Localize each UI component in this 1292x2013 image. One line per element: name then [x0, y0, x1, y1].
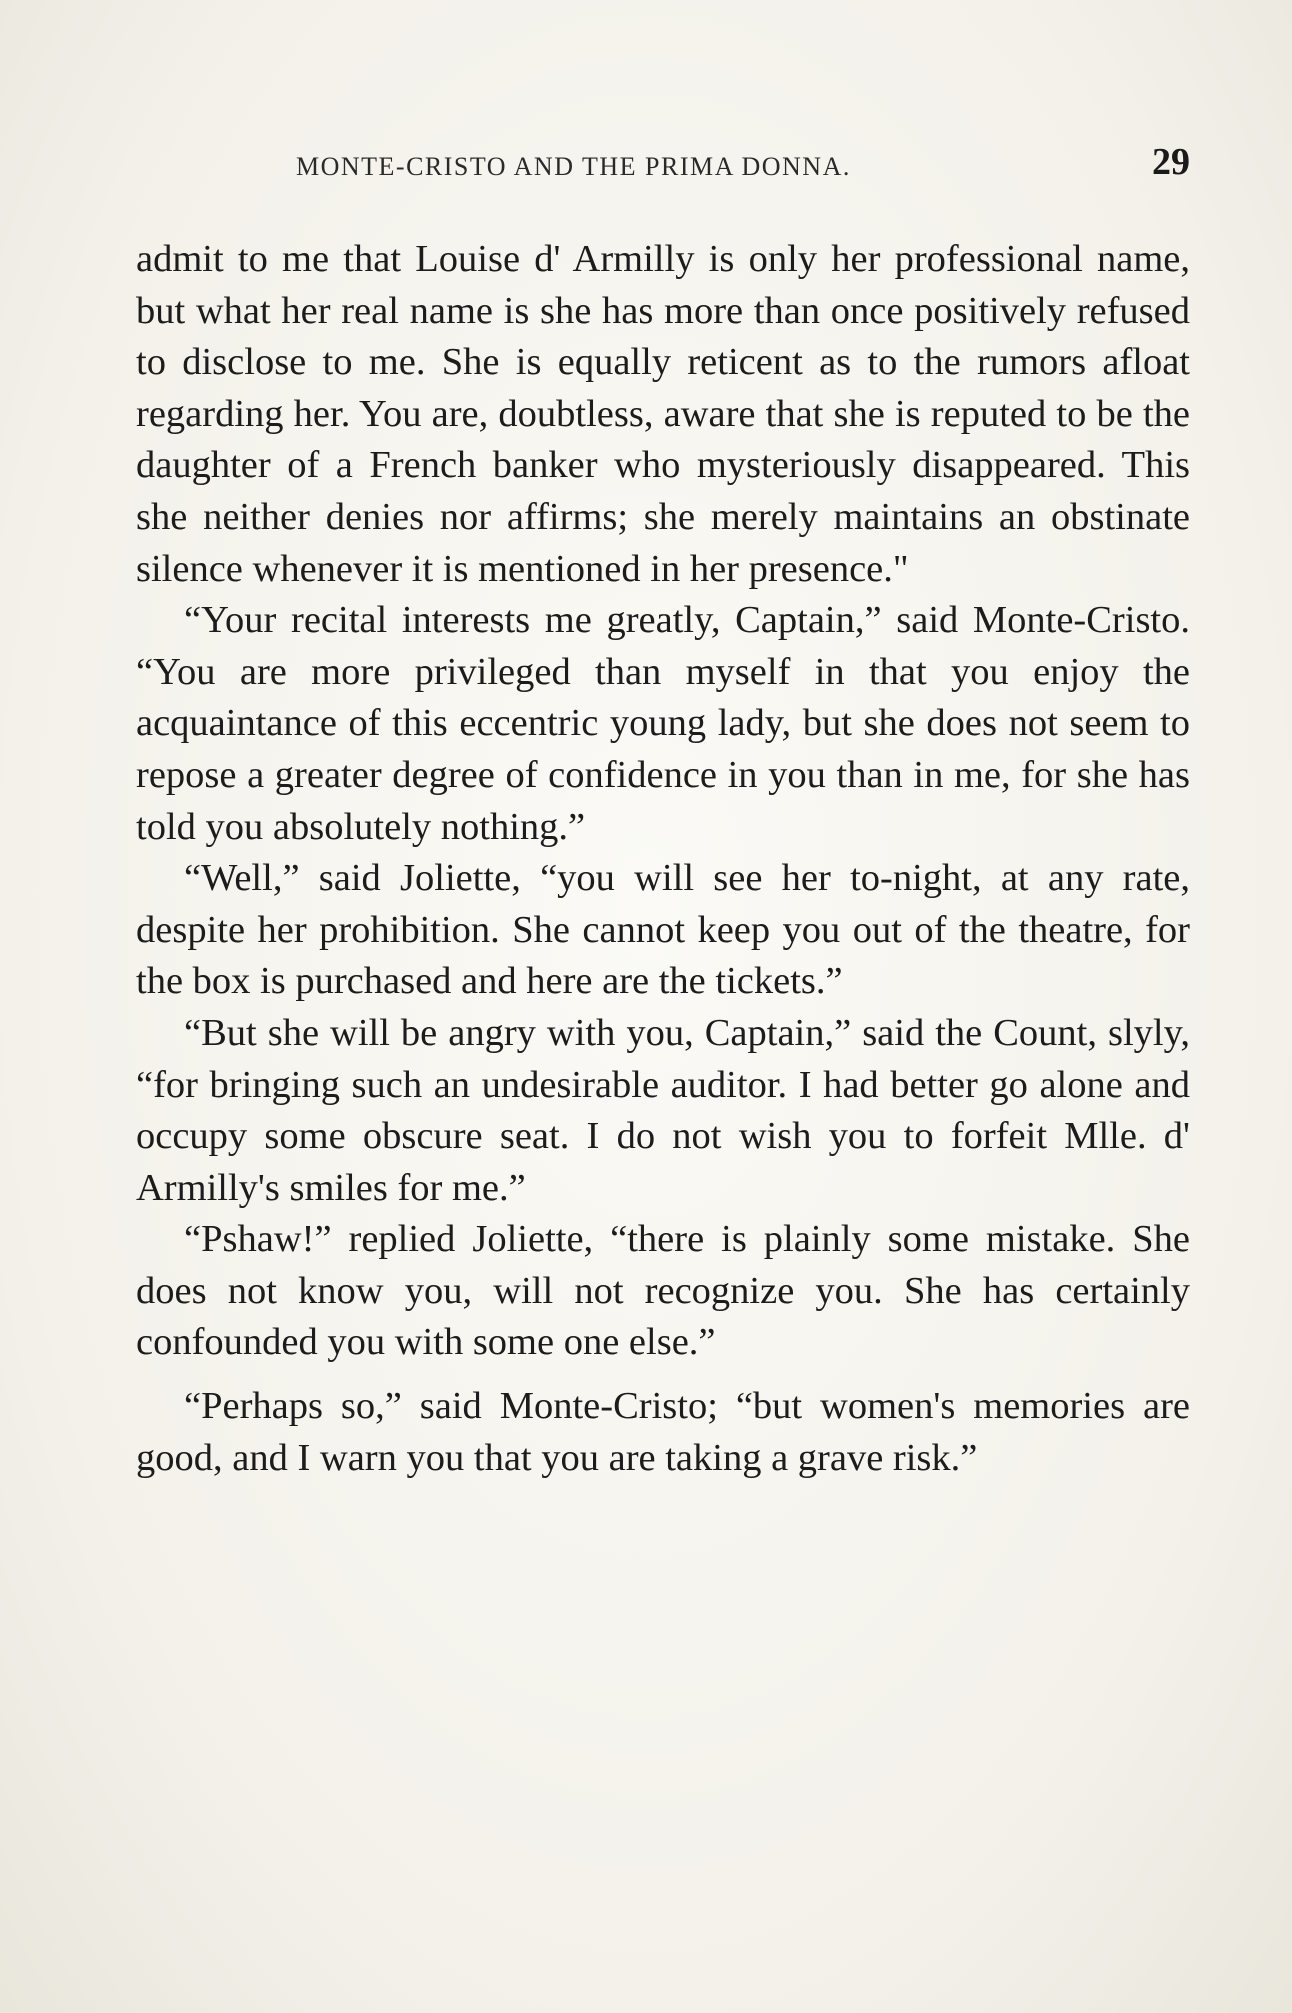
paragraph: admit to me that Louise d' Armilly is only her professional name, but what her real name is she has more than once positively refused to disclose to me. She is equally reticent as to the rumors afloat regarding her. You are, doubtless, aware that she is reputed to be the daughter of a French banker who mysteriously disappeared. This she neither denies nor affirms; she merely maintains an obstinate silence whenever it is mentioned in her presence."	[136, 238, 1190, 590]
running-title: MONTE-CRISTO AND THE PRIMA DONNA.	[296, 152, 851, 181]
paragraph: “Well,” said Joliette, “you will see her to-night, at any rate, despite her prohibition. She cannot keep you out of the theatre, for the box is purchased and here are the tickets.”	[136, 857, 1190, 1003]
paragraph: “Pshaw!” replied Joliette, “there is plainly some mistake. She does not know you, will not recognize you. She has certainly confounded you with some one else.”	[136, 1218, 1190, 1364]
paragraph: “Your recital interests me greatly, Captain,” said Monte-Cristo. “You are more privileged than myself in that you enjoy the acquaintance of this eccentric young lady, but she does not seem to repose a greater degree of confidence in you than in me, for she has told you absolutely nothing.”	[136, 599, 1190, 848]
page-number: 29	[1152, 141, 1190, 183]
paragraph: “Perhaps so,” said Monte-Cristo; “but women's memories are good, and I warn you that you are taking a grave risk.”	[136, 1385, 1190, 1479]
body-text	[136, 234, 1190, 1484]
page-header	[136, 140, 1190, 190]
paragraph: “But she will be angry with you, Captain,” said the Count, slyly, “for bringing such an undesirable auditor. I had better go alone and occupy some obscure seat. I do not wish you to forfeit Mlle. d' Armilly's smiles for me.”	[136, 1011, 1190, 1209]
